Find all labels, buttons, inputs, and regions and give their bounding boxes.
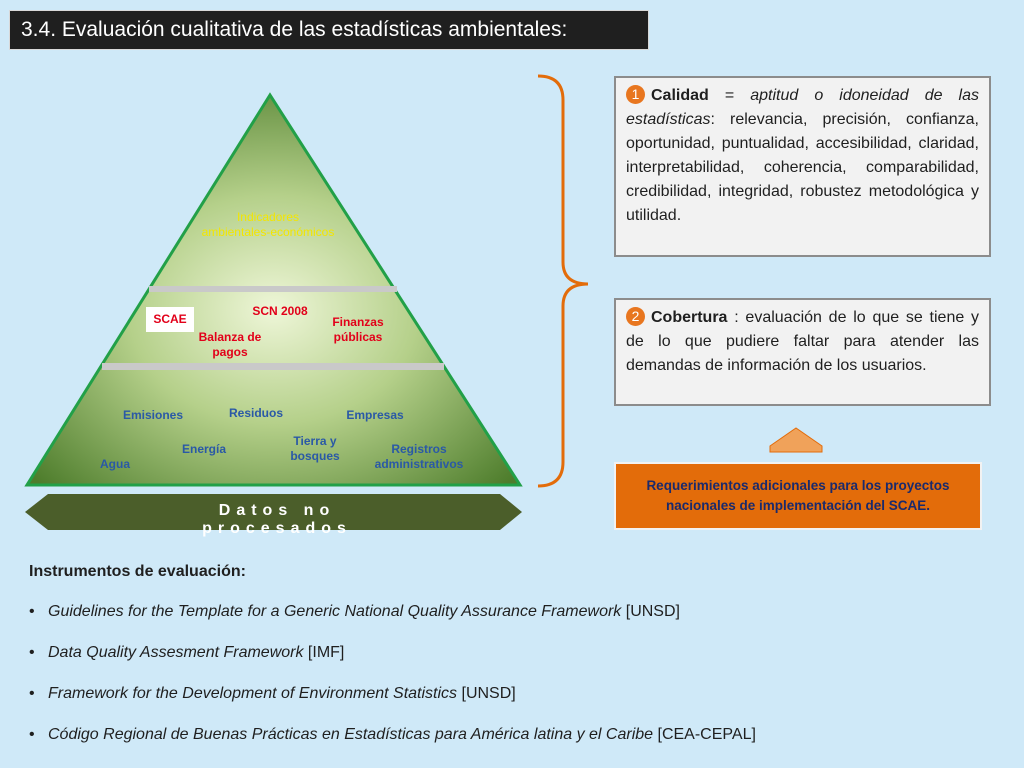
label-empresas: Empresas [346,408,404,422]
coverage-definition: : evaluación de lo que se tiene y de lo que pudiere faltar para atender las demandas de información de los usuarios. [626,309,979,374]
label-residuos: Residuos [228,406,283,420]
label-indicadores: Indicadores ambientales-económicos [201,210,335,239]
up-arrow [770,428,822,452]
label-scae: SCAE [146,307,194,332]
label-balanza-de-pagos: Balanza de pagos [198,330,262,359]
right-brace [538,76,588,486]
number-one-icon: 1 [626,85,645,104]
coverage-box [614,298,991,406]
label-registros-administrativos: Registros administrativos [374,442,464,471]
list-item: • Guidelines for the Template for a Generic National Quality Assurance Framework [UNSD] [29,603,680,620]
label-emisiones: Emisiones [122,408,184,422]
requirements-box: Requerimientos adicionales para los proyectos nacionales de implementación del SCAE. [614,462,982,530]
list-item: • Data Quality Assesment Framework [IMF] [29,644,345,661]
pyramid-divider-upper [149,286,397,292]
quality-box: 1 Calidad = aptitud o idoneidad de las estadísticas: relevancia, precisión, confianza, oportunidad, puntualidad, accesibilidad, claridad, interpretabilidad, coherencia, comparabilidad, credibilidad, integridad, robustez metodológica y utilidad. [614,76,991,257]
datos-no-procesados-label: Datos no procesados [202,502,352,537]
label-scn-2008: SCN 2008 [252,304,308,318]
list-item: • Código Regional de Buenas Prácticas en Estadísticas para América latina y el Caribe [CEA-CEPAL] [29,726,756,743]
instruments-list [29,602,756,766]
number-two-icon: 2 [626,307,645,326]
label-finanzas-publicas: Finanzas públicas [332,315,384,344]
quality-term: Calidad [651,87,709,104]
pyramid-divider-lower [102,363,444,370]
label-tierra-y-bosques: Tierra y bosques [290,434,340,463]
instruments-title: Instrumentos de evaluación: [29,563,246,580]
label-energia: Energía [181,442,226,456]
label-agua: Agua [100,457,130,471]
list-item: • Framework for the Development of Environment Statistics [UNSD] [29,685,516,702]
coverage-term: Cobertura [651,309,728,326]
quality-attributes: : relevancia, precisión, confianza, oportunidad, puntualidad, accesibilidad, claridad, interpretabilidad, coherencia, comparabilidad, credibilidad, integridad, robustez metodológica y utilidad. [626,111,979,224]
quality-definition: aptitud o idoneidad de las estadísticas [626,87,979,128]
slide-title: 3.4. Evaluación cualitativa de las estadísticas ambientales: [9,10,649,50]
